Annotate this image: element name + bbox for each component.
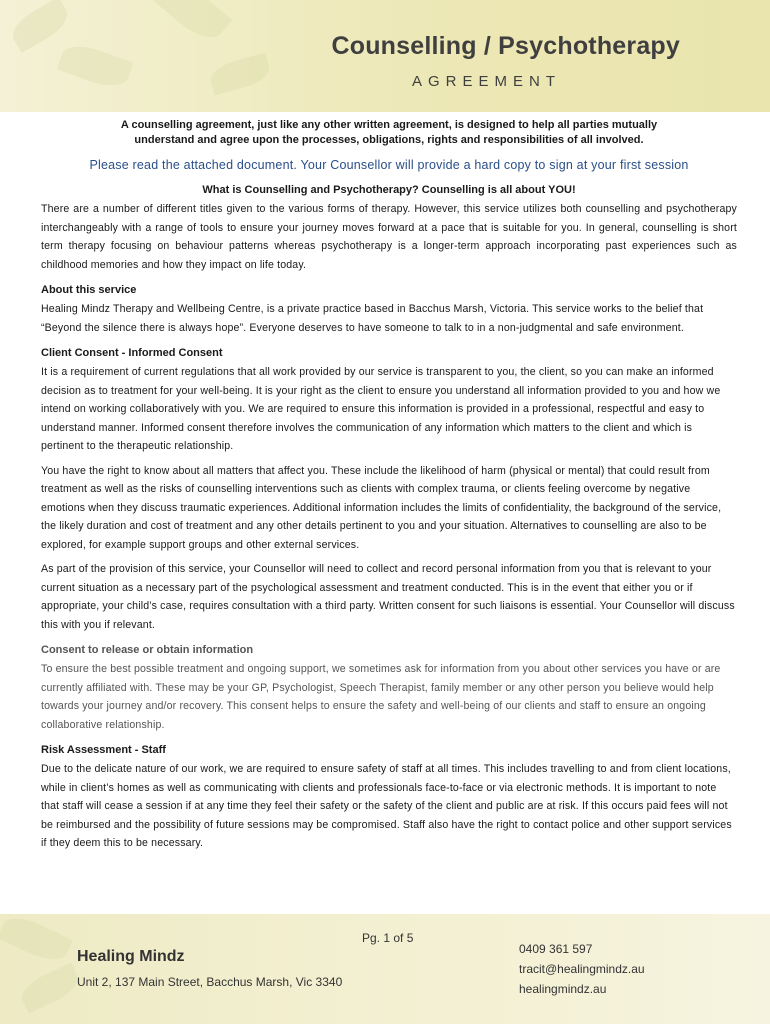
contact-block (519, 939, 645, 999)
section-consent-paragraph-2: You have the right to know about all matters that affect you. These include the likelihood of harm (physical or mental) that could result from treatment as well as the risks of counselling interventions such as clients with complex trauma, or clients feeling overcome by negative emotions when they discuss traumatic experiences. Additional information includes the limits of confidentiality, the background of the service, the likely duration and cost of treatment and any other details pertinent to you and your situation. Alternatives to counselling are also to be explored, for example support groups and other external services. (41, 464, 722, 551)
leaf-decoration-icon (148, 0, 232, 48)
section-about-paragraph: Healing Mindz Therapy and Wellbeing Centre, is a private practice based in Bacchus Marsh, Victoria. This service works to the belief that “Beyond the silence there is always hope”. Everyone deserves to have someone to talk to in a non-judgmental and safe environment. (41, 303, 704, 334)
section-risk-paragraph: Due to the delicate nature of our work, we are required to ensure safety of staff at all times. This includes travelling to and from client locations, while in client’s homes as well as communicating with clients and professionals face-to-face or via electronic methods. It is important to note that staff will cease a session if at any time they feel their safety or the safety of the client and public are at risk. If this occurs paid fees will not be reimbursed and the possibility of future sessions may be compromised. Staff also have the right to contact police and other support services if they deem this to be necessary. (41, 763, 732, 849)
leaf-decoration-icon (57, 39, 134, 93)
notice-text: Please read the attached document. Your Counsellor will provide a hard copy to sign at your first session (89, 158, 689, 172)
document-subtitle: AGREEMENT (411, 73, 561, 90)
intro-line-1: A counselling agreement, just like any other written agreement, is designed to help all parties mutually (120, 119, 658, 131)
section-heading-what: What is Counselling and Psychotherapy? Counselling is all about YOU! (202, 184, 576, 196)
footer-banner (0, 914, 770, 1024)
leaf-decoration-icon (207, 53, 272, 96)
document-body (41, 118, 737, 859)
section-heading-release: Consent to release or obtain information (41, 644, 254, 656)
section-heading-consent: Client Consent - Informed Consent (41, 347, 223, 359)
website-link[interactable]: healingmindz.au (519, 982, 607, 996)
document-title: Counselling / Psychotherapy (331, 32, 680, 60)
leaf-decoration-icon (17, 963, 83, 1014)
intro-line-2: understand and agree upon the processes, obligations, rights and responsibilities of all involved. (134, 134, 644, 146)
header-banner (0, 0, 770, 112)
brand-name: Healing Mindz (77, 948, 185, 965)
page-number: Pg. 1 of 5 (362, 931, 414, 945)
leaf-decoration-icon (0, 914, 73, 967)
section-release-paragraph: To ensure the best possible treatment and ongoing support, we sometimes ask for information from you about other services you have or are currently affiliated with. These may be your GP, Psychologist, Speech Therapist, family member or any other person you believe would help towards your journey and/or recovery. This consent helps to ensure the safety and well-being of our clients and staff to ensure an ongoing collaborative relationship. (41, 663, 721, 731)
phone-number: 0409 361 597 (519, 942, 593, 956)
section-heading-about: About this service (41, 284, 137, 296)
email-link[interactable]: tracit@healingmindz.au (519, 962, 645, 976)
leaf-decoration-icon (7, 0, 74, 53)
section-what-paragraph: There are a number of different titles given to the various forms of therapy. However, this service utilizes both counselling and psychotherapy interchangeably with a range of tools to ensure your journey moves forward at a pace that is suitable for you. In general, counselling is short term therapy focusing on behaviour patterns whereas psychotherapy is a longer-term approach incorporating past experiences such as childhood memories and how they impact on life today. (41, 203, 737, 271)
section-heading-risk: Risk Assessment - Staff (41, 744, 166, 756)
section-consent-paragraph-3: As part of the provision of this service, your Counsellor will need to collect and record personal information from you that is relevant to your current situation as a necessary part of the psychological assessment and treatment conducted. This is in the event that either you or if appropriate, your child’s case, requires consultation with a third party. Written consent for such liaisons is essential. Your Counsellor will discuss this with you if relevant. (41, 563, 735, 631)
section-consent-paragraph-1: It is a requirement of current regulations that all work provided by our service is transparent to you, the client, so you can make an informed decision as to treatment for your well-being. It is your right as the client to ensure you understand all information provided to you and how we intend on working collaboratively with you. We are required to ensure this information is provided in a professional, respectful and easy to understand manner. Informed consent therefore involves the communication of any information which matters to the client and which is pertinent to the therapeutic relationship. (41, 366, 721, 452)
address-text: Unit 2, 137 Main Street, Bacchus Marsh, Vic 3340 (77, 975, 343, 989)
